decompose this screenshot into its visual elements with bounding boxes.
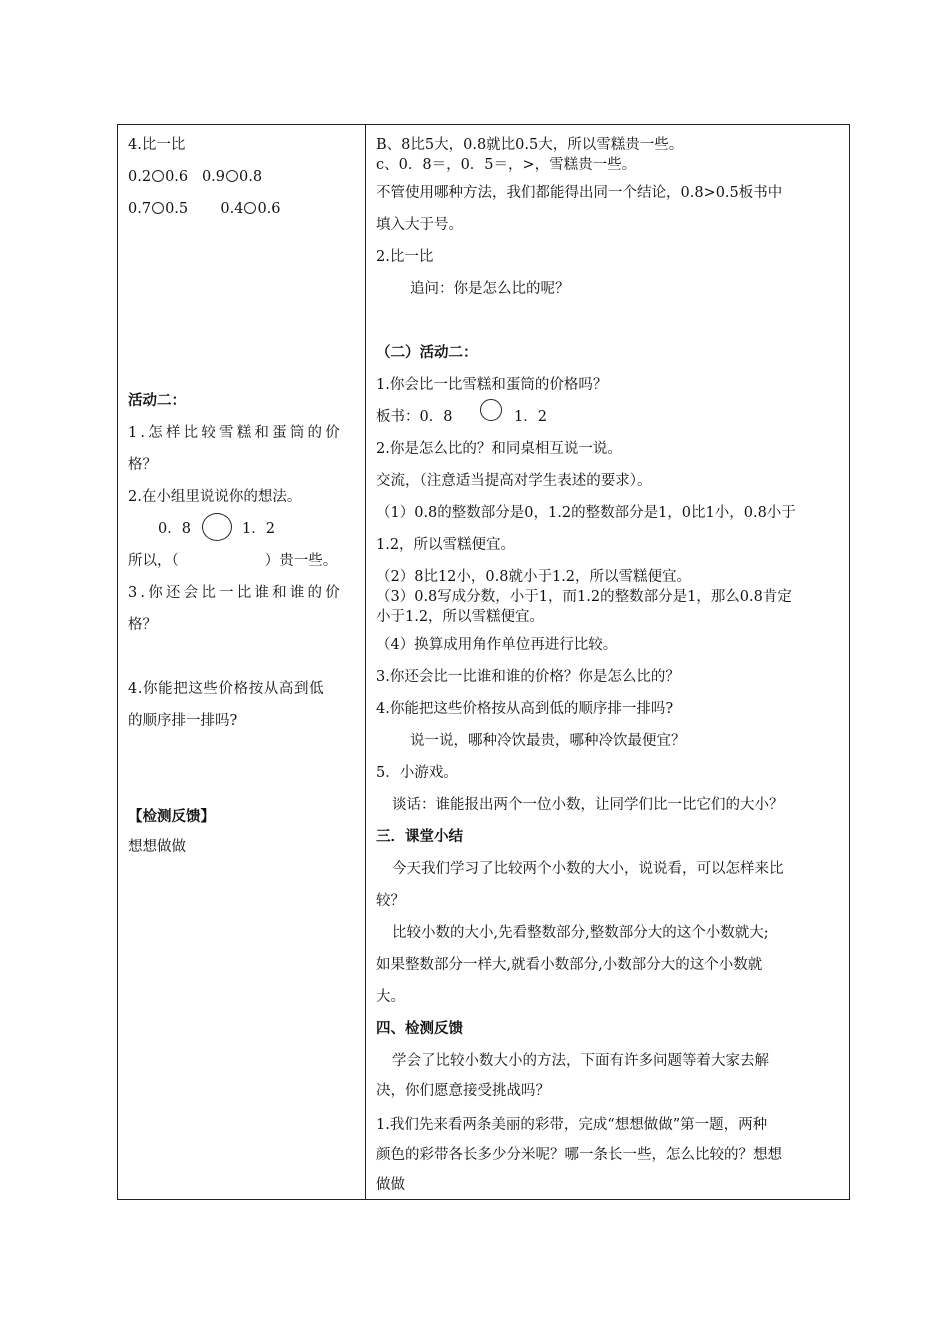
right-exchange: 交流，（注意适当提高对学生表述的要求）。 [376,473,652,489]
right-c-line: c、0．8＝，0．5＝，>，雪糕贵一些。 [376,157,637,173]
right-feedback-q1-line3: 做做 [376,1177,405,1193]
right-feedback-q1-line2: 颜色的彩带各长多少分米呢？哪一条长一些，怎么比较的？想想 [376,1147,782,1163]
left-activity2-title: 活动二： [128,392,186,409]
right-summary-line1: 今天我们学习了比较两个小数的大小，说说看，可以怎样来比 [392,861,784,877]
right-question-2: 2.你是怎么比的？和同桌相互说一说。 [376,441,622,457]
right-rule-line2: 如果整数部分一样大,就看小数部分,小数部分大的这个小数就 [376,957,763,973]
value: 0.9 [201,169,226,185]
value: 0.7 [128,201,152,217]
right-summary-line2: 较？ [376,893,405,909]
left-compare-row-1 [128,167,262,187]
right-feedback-title: 四、检测反馈 [376,1020,463,1037]
right-feedback-q1-line1: 1.我们先来看两条美丽的彩带，完成“想想做做”第一题，两种 [376,1117,768,1133]
right-method-1-line2: 1.2，所以雪糕便宜。 [376,537,516,553]
left-question-3-line2: 格？ [128,617,157,633]
value: 0.2 [128,169,152,185]
value: 1．2 [242,521,275,537]
right-rule-line1: 比较小数的大小,先看整数部分,整数部分大的这个小数就大; [392,925,769,941]
right-summary-title: 三．课堂小结 [376,828,463,845]
so-prefix: 所以，（ [128,553,179,569]
right-ask: 追问：你是怎么比的呢？ [410,281,570,297]
left-so-line [128,551,337,571]
left-question-3-line1: 3.你还会比一比谁和谁的价 [128,585,343,601]
right-conclusion-line2: 填入大于号。 [376,217,463,233]
value: 0.6 [257,201,281,217]
blank-circle-icon [480,399,502,421]
right-feedback-line1: 学会了比较小数大小的方法，下面有许多问题等着大家去解 [392,1053,769,1069]
left-question-4-line2: 的顺序排一排吗? [128,713,238,729]
left-question-2: 2.在小组里说说你的想法。 [128,489,302,505]
board-prefix: 板书：0．8 [376,409,453,425]
right-question-1: 1.你会比一比雪糕和蛋筒的价格吗？ [376,377,608,393]
blank-circle-icon [152,170,164,182]
column-divider [365,125,366,1199]
left-question-1-line2: 格？ [128,457,157,473]
so-suffix: ）贵一些。 [264,553,338,569]
right-method-4: （4）换算成用角作单位再进行比较。 [376,637,618,653]
right-talk: 谈话：谁能报出两个一位小数，让同学们比一比它们的大小？ [392,797,784,813]
blank-circle-icon [226,170,238,182]
right-compare2-title: 2.比一比 [376,249,434,265]
value: 0.4 [220,201,244,217]
blank-circle-icon [152,202,164,214]
value: 0.5 [165,201,189,217]
lesson-table [117,124,850,1200]
left-question-1-line1: 1.怎样比较雪糕和蛋筒的价 [128,425,343,441]
right-question-3: 3.你还会比一比谁和谁的价格？你是怎么比的？ [376,669,680,685]
left-compare4-title: 4.比一比 [128,137,186,153]
blank-circle-icon [202,513,232,541]
board-suffix: 1．2 [514,409,547,425]
blank-circle-icon [244,202,256,214]
right-b-line: B、8比5大，0.8就比0.5大，所以雪糕贵一些。 [376,137,684,153]
right-method-1-line1: （1）0.8的整数部分是0，1.2的整数部分是1，0比1小，0.8小于 [376,505,796,521]
right-question-4: 4.你能把这些价格按从高到低的顺序排一排吗? [376,701,674,717]
right-rule-line3: 大。 [376,989,405,1005]
left-compare-row-2 [128,199,281,219]
right-conclusion-line1: 不管使用哪种方法，我们都能得出同一个结论，0.8>0.5板书中 [376,185,783,201]
value: 0.6 [165,169,189,185]
left-practice: 想想做做 [128,839,186,855]
left-compare-expression [158,519,191,539]
right-method-2: （2）8比12小，0.8就小于1.2，所以雪糕便宜。 [376,569,692,585]
right-method-3-line2: 小于1.2，所以雪糕便宜。 [376,609,545,625]
right-activity2-title: （二）活动二： [376,344,478,361]
right-feedback-line2: 决，你们愿意接受挑战吗？ [376,1083,550,1099]
left-feedback-title: 【检测反馈】 [128,808,215,825]
right-question-5: 5．小游戏。 [376,765,458,781]
right-method-3-line1: （3）0.8写成分数，小于1，而1.2的整数部分是1，那么0.8肯定 [376,589,792,605]
left-question-4-line1: 4.你能把这些价格按从高到低 [128,681,325,697]
value: 0．8 [158,521,191,537]
right-board [376,407,452,427]
right-question-4-sub: 说一说，哪种冷饮最贵，哪种冷饮最便宜？ [410,733,686,749]
value: 0.8 [239,169,263,185]
